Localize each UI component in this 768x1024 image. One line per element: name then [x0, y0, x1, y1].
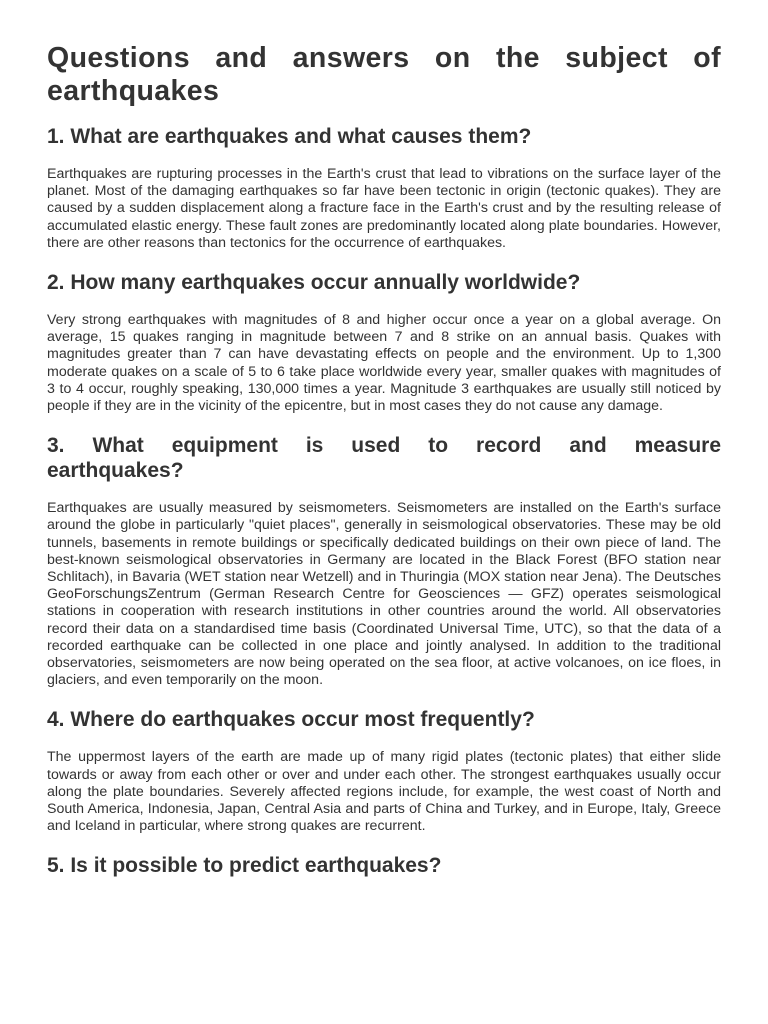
section-3: [47, 433, 721, 689]
section-4: [47, 707, 721, 835]
section-body: Earthquakes are rupturing processes in the Earth's crust that lead to vibrations on the surface layer of the planet. Most of the damaging earthquakes so far have been tectonic in origin (tectonic quakes). They are caused by a sudden displacement along a fracture face in the Earth's crust and by the resulting release of accumulated elastic energy. These fault zones are predominantly located along plate boundaries. However, there are other reasons than tectonics for the occurrence of earthquakes.: [47, 166, 721, 251]
section-5: [47, 853, 721, 878]
section-body: Very strong earthquakes with magnitudes of 8 and higher occur once a year on a global average. On average, 15 quakes ranging in magnitude between 7 and 8 strike on an annual basis. Quakes with magnitudes greater than 7 can have devastating effects on people and the environment. Up to 1,300 moderate quakes on a scale of 5 to 6 take place worldwide every year, smaller quakes with magnitudes of 3 to 4 occur, roughly speaking, 130,000 times a year. Magnitude 3 earthquakes are usually still noticed by people if they are in the vicinity of the epicentre, but in most cases they do not cause any damage.: [47, 312, 721, 415]
document-page: [47, 42, 721, 896]
page-title: Questions and answers on the subject of earthquakes: [47, 42, 721, 107]
section-body: Earthquakes are usually measured by seismometers. Seismometers are installed on the Earth's surface around the globe in particularly "quiet places", generally in seismological observatories. These may be old tunnels, basements in remote buildings or specifically dedicated buildings on their own piece of land. The best-known seismological observatories in Germany are located in the Black Forest (BFO station near Schlitach), in Bavaria (WET station near Wetzell) and in Thuringia (MOX station near Jena). The Deutsches GeoForschungsZentrum (German Research Centre for Geosciences — GFZ) operates seismological stations in cooperation with research institutions in other countries around the world. All observatories record their data on a standardised time basis (Coordinated Universal Time, UTC), so that the data of a recorded earthquake can be collected in one place and jointly analysed. In addition to the traditional observatories, seismometers are now being operated on the sea floor, at active volcanoes, on ice floes, in glaciers, and even temporarily on the moon.: [47, 500, 721, 689]
section-heading: 5. Is it possible to predict earthquakes?: [47, 854, 442, 878]
section-heading: 2. How many earthquakes occur annually worldwide?: [47, 271, 581, 295]
section-2: [47, 270, 721, 415]
section-heading: 4. Where do earthquakes occur most frequently?: [47, 708, 535, 732]
section-heading: 1. What are earthquakes and what causes them?: [47, 125, 532, 148]
section-1: [47, 124, 721, 252]
section-body: The uppermost layers of the earth are made up of many rigid plates (tectonic plates) that either slide towards or away from each other or over and under each other. The strongest earthquakes usually occur along the plate boundaries. Severely affected regions include, for example, the west coast of North and South America, Indonesia, Japan, Central Asia and parts of China and Turkey, and in Europe, Italy, Greece and Iceland in particular, where strong quakes are recurrent.: [47, 749, 721, 835]
section-heading: 3. What equipment is used to record and measure earthquakes?: [47, 434, 721, 483]
